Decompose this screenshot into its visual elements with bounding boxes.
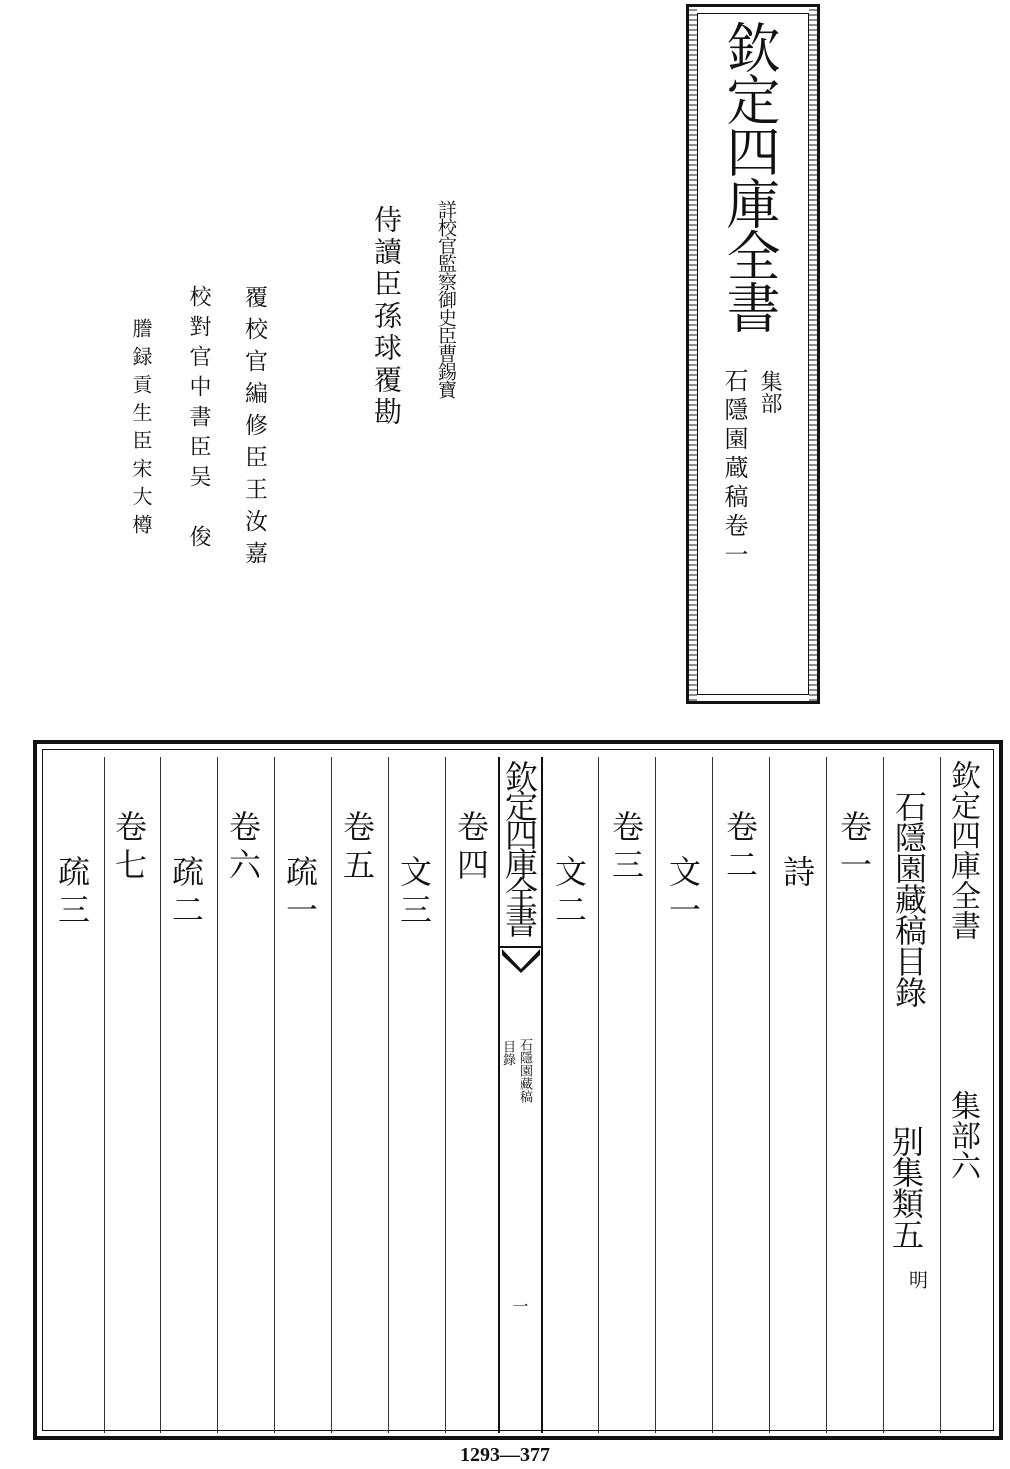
entry-wen-2: 文二 [550,855,588,931]
catalog-header-title: 欽定四庫全書 [945,760,980,940]
slip-volume-label: 石隱園蔵稿卷一 [720,368,748,571]
column-rule [655,757,656,1433]
credit-reviewer: 侍讀臣孫球覆勘 [370,205,403,429]
column-rule [769,757,770,1433]
column-rule [445,757,446,1433]
credit-collator: 校對官中書臣吴 俊 [186,285,211,555]
book-title: 石隱園藏稿目錄 [890,790,928,1007]
entry-wen-3: 文三 [395,855,433,931]
title-slip-shade-right [809,7,817,701]
category-label: 别集類五 [887,1125,925,1249]
entry-shu-2: 疏二 [167,855,205,931]
column-rule [598,757,599,1433]
column-rule [331,757,332,1433]
entry-juan-4: 卷四 [452,810,490,886]
column-rule [883,757,884,1433]
column-rule [940,757,941,1433]
slip-section-label: 集部 [757,370,782,414]
entry-shu-3: 疏三 [53,855,91,931]
fold-book-name: 石隱園藏稿 [517,1038,532,1103]
catalog-header-section: 集部六 [945,1090,980,1180]
column-rule [104,757,105,1433]
page-number: 1293—377 [460,1444,550,1466]
fold-fishtail-mark [500,945,542,975]
fold-section-name: 目錄 [500,1040,515,1066]
entry-juan-1: 卷一 [835,810,873,886]
column-rule [712,757,713,1433]
entry-shi: 詩 [778,855,816,893]
dynasty-label: 明 [906,1270,928,1289]
entry-wen-1: 文一 [664,855,702,931]
column-rule [388,757,389,1433]
credit-proofreader: 詳校官監察御史臣曹錫寶 [435,200,457,398]
fold-page-number: 一 [510,1298,529,1314]
entry-juan-6: 卷六 [224,810,262,886]
column-rule [826,757,827,1433]
fold-rule-right [541,757,543,1433]
column-rule [217,757,218,1433]
title-slip-shade-left [689,7,697,701]
credit-re-collator: 覆校官編修臣王汝嘉 [241,285,267,573]
entry-juan-2: 卷二 [721,810,759,886]
credit-copyist: 謄録貢生臣宋大樽 [129,318,153,542]
column-rule [274,757,275,1433]
entry-juan-5: 卷五 [338,810,376,886]
entry-shu-1: 疏一 [281,855,319,931]
entry-juan-3: 卷三 [607,810,645,886]
collection-title: 欽定四庫全書 [718,20,781,332]
column-rule [160,757,161,1433]
fold-title: 欽定四庫全書 [500,760,539,934]
entry-juan-7: 卷七 [110,810,148,886]
